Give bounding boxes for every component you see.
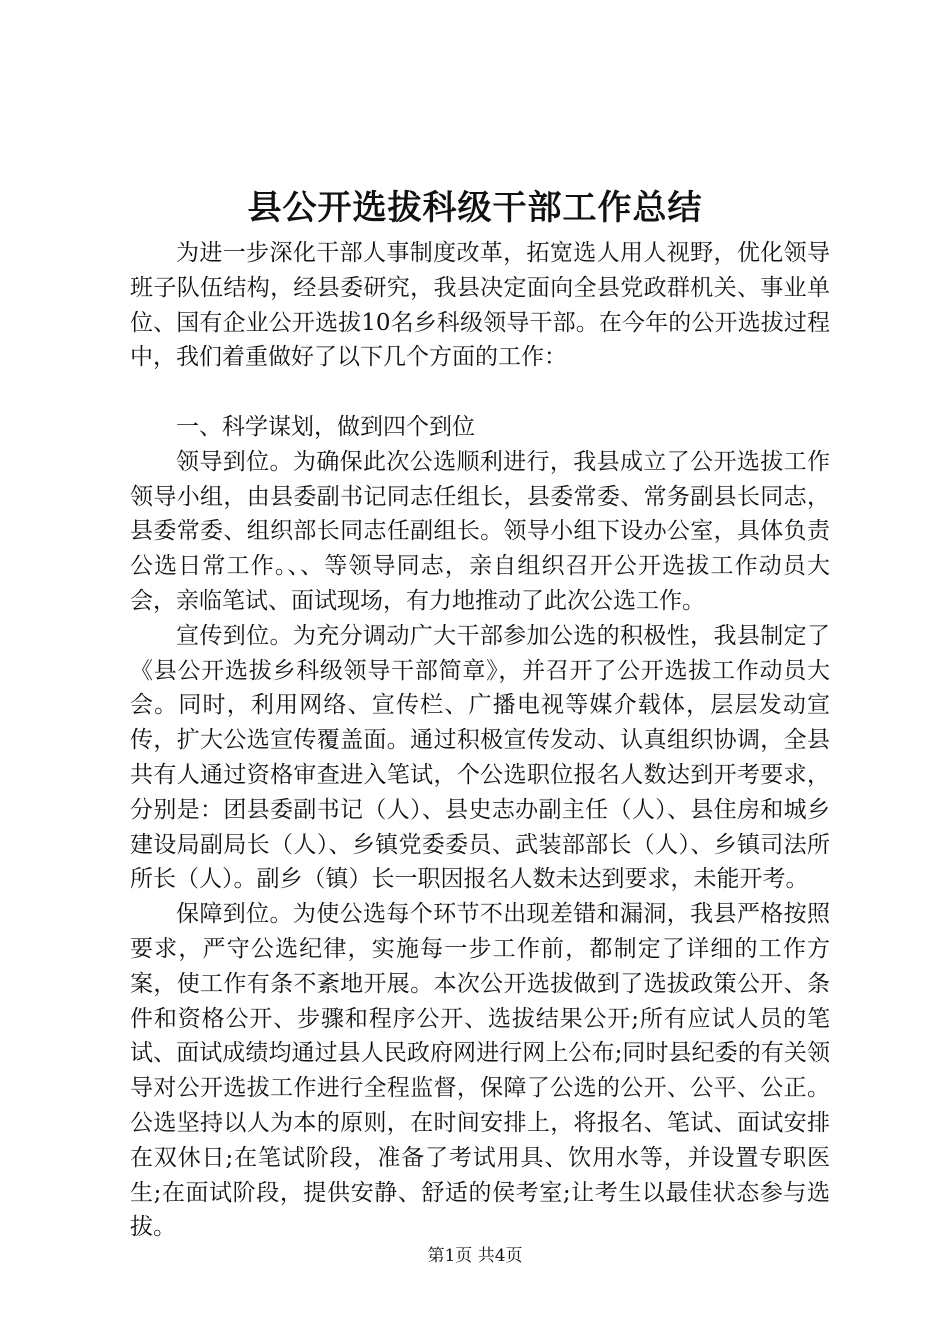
intro-paragraph: 为进一步深化干部人事制度改革，拓宽选人用人视野，优化领导班子队伍结构，经县委研究，我县决定面向全县党政群机关、事业单位、国有企业公开选拔10名乡科级领导干部。在今年的公开选拔过程中，我们着重做好了以下几个方面的工作： [130, 240, 830, 371]
page-title: 县公开选拔科级干部工作总结 [247, 188, 703, 228]
section-heading: 一、科学谋划，做到四个到位 [176, 413, 475, 440]
paragraph-publicity: 宣传到位。为充分调动广大干部参加公选的积极性，我县制定了《县公开选拔乡科级领导干部简章》，并召开了公开选拔工作动员大会。同时，利用网络、宣传栏、广播电视等媒介载体，层层发动宣传，扩大公选宣传覆盖面。通过积极宣传发动、认真组织协调，全县共有人通过资格审查进入笔试，个公选职位报名人数达到开考要求，分别是：团县委副书记（人）、县史志办副主任（人）、县住房和城乡建设局副局长（人）、乡镇党委委员、武装部部长（人）、乡镇司法所所长（人）。副乡（镇）长一职因报名人数未达到要求，未能开考。 [130, 622, 830, 893]
page-footer: 第1页 共4页 [427, 1246, 523, 1266]
document-body [130, 236, 830, 1245]
paragraph-safeguard: 保障到位。为使公选每个环节不出现差错和漏洞，我县严格按照要求，严守公选纪律，实施每一步工作前，都制定了详细的工作方案，使工作有条不紊地开展。本次公开选拔做到了选拔政策公开、条件和资格公开、步骤和程序公开、选拔结果公开;所有应试人员的笔试、面试成绩均通过县人民政府网进行网上公布;同时县纪委的有关领导对公开选拔工作进行全程监督，保障了公选的公开、公平、公正。公选坚持以人为本的原则，在时间安排上，将报名、笔试、面试安排在双休日;在笔试阶段，准备了考试用具、饮用水等，并设置专职医生;在面试阶段，提供安静、舒适的侯考室;让考生以最佳状态参与选拔。 [130, 901, 830, 1241]
paragraph-leadership: 领导到位。为确保此次公选顺利进行，我县成立了公开选拔工作领导小组，由县委副书记同志任组长，县委常委、常务副县长同志，县委常委、组织部长同志任副组长。领导小组下设办公室，具体负责公选日常工作。、、等领导同志，亲自组织召开公开选拔工作动员大会，亲临笔试、面试现场，有力地推动了此次公选工作。 [130, 448, 830, 614]
